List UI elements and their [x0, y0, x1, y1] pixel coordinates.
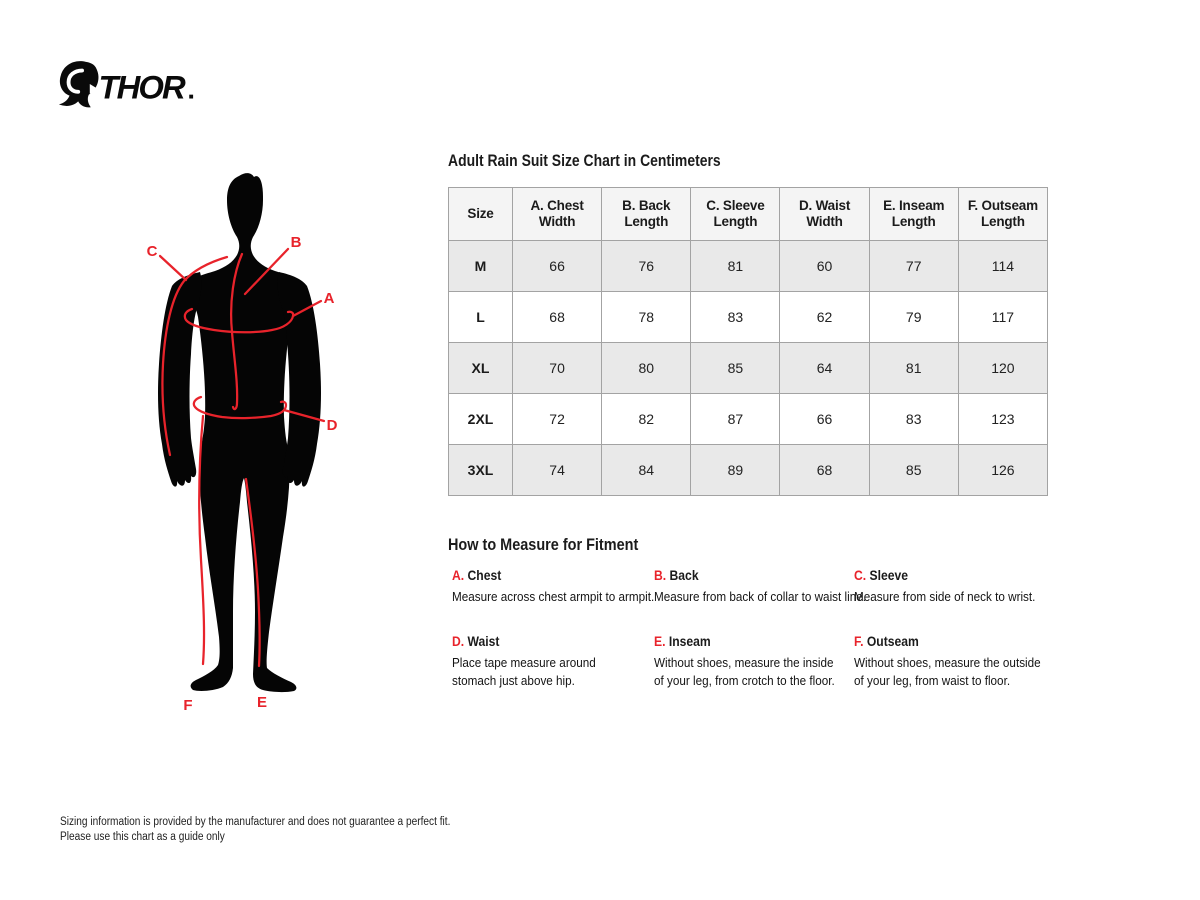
column-header: Size: [449, 188, 513, 241]
measure-item-label: [654, 634, 834, 649]
measure-item-letter: D.: [452, 634, 465, 649]
measure-item-description: Place tape measure around stomach just above hip.: [452, 655, 596, 688]
thor-logo: [56, 58, 196, 112]
measure-item-letter: A.: [452, 568, 465, 583]
measure-instruction-item: [654, 568, 866, 634]
column-header: B. Back Length: [602, 188, 691, 241]
measure-instruction-item: [854, 568, 1048, 634]
measurement-value-cell: 83: [869, 394, 958, 445]
size-cell: 2XL: [449, 394, 513, 445]
size-table-row: [449, 241, 1048, 292]
measure-item-letter: B.: [654, 568, 667, 583]
measurement-value-cell: 84: [602, 445, 691, 496]
column-header: D. Waist Width: [780, 188, 869, 241]
measurement-value-cell: 87: [691, 394, 780, 445]
size-cell: 3XL: [449, 445, 513, 496]
label-sleeve-c: C: [146, 243, 158, 260]
column-header: F. Outseam Length: [958, 188, 1047, 241]
measure-item-name: Sleeve: [866, 568, 909, 583]
measure-item-letter: F.: [854, 634, 864, 649]
measurement-value-cell: 126: [958, 445, 1047, 496]
measurement-value-cell: 79: [869, 292, 958, 343]
disclaimer-text: [60, 815, 450, 844]
measure-instruction-item: [452, 568, 655, 634]
size-table-row: [449, 292, 1048, 343]
size-cell: M: [449, 241, 513, 292]
measurement-value-cell: 66: [780, 394, 869, 445]
measurement-value-cell: 82: [602, 394, 691, 445]
size-table-row: [449, 445, 1048, 496]
measure-item-name: Back: [666, 568, 699, 583]
measurement-value-cell: 89: [691, 445, 780, 496]
measurement-value-cell: 72: [513, 394, 602, 445]
measure-item-description: Measure from back of collar to waist line.: [654, 589, 866, 604]
measurement-value-cell: 62: [780, 292, 869, 343]
measure-item-label: [654, 568, 834, 583]
body-measurement-diagram: [95, 170, 395, 715]
measurement-value-cell: 68: [780, 445, 869, 496]
measure-item-name: Chest: [464, 568, 502, 583]
measurement-value-cell: 83: [691, 292, 780, 343]
size-chart-title: Adult Rain Suit Size Chart in Centimeters: [448, 151, 721, 170]
measure-item-letter: E.: [654, 634, 666, 649]
size-cell: XL: [449, 343, 513, 394]
measurement-value-cell: 114: [958, 241, 1047, 292]
measurement-value-cell: 66: [513, 241, 602, 292]
measure-item-label: [854, 568, 1048, 583]
measurement-value-cell: 85: [691, 343, 780, 394]
logo-trademark-dot: [189, 95, 193, 99]
column-header: C. Sleeve Length: [691, 188, 780, 241]
measure-item-description: Measure from side of neck to wrist.: [854, 589, 1036, 604]
size-cell: L: [449, 292, 513, 343]
size-table-row: [449, 343, 1048, 394]
column-header: A. Chest Width: [513, 188, 602, 241]
measure-item-name: Inseam: [665, 634, 711, 649]
measure-item-name: Outseam: [863, 634, 919, 649]
measurement-value-cell: 74: [513, 445, 602, 496]
measure-item-description: Without shoes, measure the inside of your leg, from crotch to the floor.: [654, 655, 835, 688]
measurement-value-cell: 81: [869, 343, 958, 394]
thor-logo-svg: [56, 58, 196, 112]
measurement-value-cell: 85: [869, 445, 958, 496]
disclaimer-line-2: Please use this chart as a guide only: [60, 830, 225, 843]
measurement-value-cell: 120: [958, 343, 1047, 394]
measure-item-label: [452, 634, 634, 649]
measurement-value-cell: 80: [602, 343, 691, 394]
measure-instruction-item: [854, 634, 1048, 689]
measurement-value-cell: 78: [602, 292, 691, 343]
measurement-value-cell: 77: [869, 241, 958, 292]
column-header: E. Inseam Length: [869, 188, 958, 241]
how-to-measure-grid: [452, 568, 1070, 689]
label-outseam-f: F: [183, 697, 193, 714]
measure-item-label: [854, 634, 1048, 649]
label-chest-a: A: [323, 290, 335, 307]
measurement-value-cell: 60: [780, 241, 869, 292]
how-to-measure-title: How to Measure for Fitment: [448, 535, 639, 554]
measure-item-description: Measure across chest armpit to armpit.: [452, 589, 655, 604]
measure-item-label: [452, 568, 634, 583]
sleeve-label-leader: [160, 256, 186, 280]
measurement-value-cell: 123: [958, 394, 1047, 445]
thor-ram-icon: [59, 61, 100, 107]
size-table-header-row: [449, 188, 1048, 241]
label-inseam-e: E: [256, 694, 268, 711]
measurement-value-cell: 81: [691, 241, 780, 292]
measure-item-letter: C.: [854, 568, 867, 583]
measurement-value-cell: 76: [602, 241, 691, 292]
disclaimer-line-1: Sizing information is provided by the manufacturer and does not guarantee a perfect fit.: [60, 816, 451, 828]
measure-instruction-item: [654, 634, 834, 689]
thor-logo-text: THOR: [98, 68, 184, 106]
label-waist-d: D: [326, 417, 338, 434]
measurement-value-cell: 68: [513, 292, 602, 343]
silhouette-left-arm: [158, 272, 201, 487]
label-back-b: B: [290, 234, 302, 251]
measurement-value-cell: 64: [780, 343, 869, 394]
measure-item-name: Waist: [464, 634, 500, 649]
measure-item-description: Without shoes, measure the outside of your leg, from waist to floor.: [854, 655, 1041, 688]
measurement-value-cell: 117: [958, 292, 1047, 343]
size-table-row: [449, 394, 1048, 445]
measurement-value-cell: 70: [513, 343, 602, 394]
size-chart-table: [448, 187, 1048, 496]
measure-instruction-item: [452, 634, 634, 689]
